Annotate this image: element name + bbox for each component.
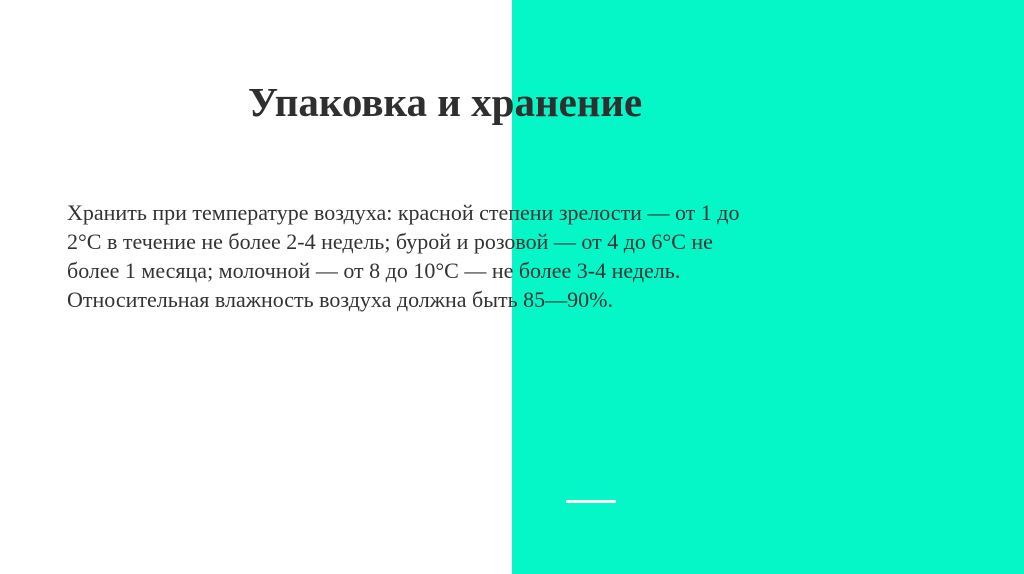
- slide-title: Упаковка и хранение: [248, 79, 643, 125]
- body-line-3: более 1 месяца; молочной — от 8 до 10°C — не более 3-4 недель.: [67, 258, 681, 283]
- decorative-accent-line: [566, 500, 616, 503]
- body-line-2: 2°C в течение не более 2-4 недель; бурой и розовой — от 4 до 6°C не: [67, 229, 713, 254]
- slide-body-text: [67, 198, 867, 314]
- body-line-1: Хранить при температуре воздуха: красной степени зрелости — от 1 до: [67, 200, 740, 225]
- body-line-4: Относительная влажность воздуха должна быть 85—90%.: [67, 287, 613, 312]
